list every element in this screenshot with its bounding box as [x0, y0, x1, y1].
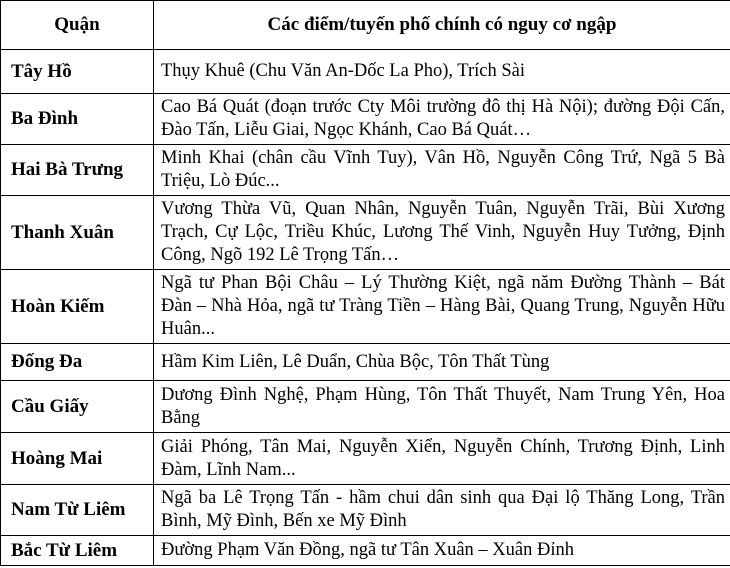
table-row: [1, 270, 730, 344]
streets-cell: Minh Khai (chân cầu Vĩnh Tuy), Vân Hồ, Nguyễn Công Trứ, Ngã 5 Bà Triệu, Lò Đúc...: [154, 145, 730, 196]
district-column-header: Quận: [1, 1, 154, 50]
streets-cell: Thụy Khuê (Chu Văn An-Dốc La Pho), Trích Sài: [154, 50, 730, 94]
streets-cell: Vương Thừa Vũ, Quan Nhân, Nguyễn Tuân, Nguyễn Trãi, Bùi Xương Trạch, Cự Lộc, Triều Khúc, Lương Thế Vinh, Nguyễn Huy Tưởng, Định Công, Ngõ 192 Lê Trọng Tấn…: [154, 196, 730, 270]
table-row: [1, 50, 730, 94]
streets-cell: Ngã tư Phan Bội Châu – Lý Thường Kiệt, ngã năm Đường Thành – Bát Đàn – Nhà Hỏa, ngã tư Tràng Tiền – Hàng Bài, Quang Trung, Nguyễn Hữu Huân...: [154, 270, 730, 344]
table-header-row: [1, 1, 730, 50]
streets-cell: Hầm Kim Liên, Lê Duẩn, Chùa Bộc, Tôn Thất Tùng: [154, 344, 730, 381]
district-cell: Cầu Giấy: [1, 381, 154, 433]
district-cell: Ba Đình: [1, 94, 154, 145]
district-cell: Thanh Xuân: [1, 196, 154, 270]
table-row: [1, 94, 730, 145]
streets-column-header: Các điểm/tuyến phố chính có nguy cơ ngập: [154, 1, 730, 50]
streets-cell: Cao Bá Quát (đoạn trước Cty Môi trường đô thị Hà Nội); đường Đội Cấn, Đào Tấn, Liễu Giai, Ngọc Khánh, Cao Bá Quát…: [154, 94, 730, 145]
table-row: [1, 196, 730, 270]
table-row: [1, 145, 730, 196]
streets-cell: Giải Phóng, Tân Mai, Nguyễn Xiển, Nguyễn Chính, Trương Định, Linh Đàm, Lĩnh Nam...: [154, 433, 730, 485]
district-cell: Hoàn Kiếm: [1, 270, 154, 344]
district-cell: Đống Đa: [1, 344, 154, 381]
table-row: [1, 433, 730, 485]
table-row: [1, 485, 730, 536]
streets-cell: Ngã ba Lê Trọng Tấn - hầm chui dân sinh qua Đại lộ Thăng Long, Trần Bình, Mỹ Đình, Bến xe Mỹ Đình: [154, 485, 730, 536]
streets-cell: Dương Đình Nghệ, Phạm Hùng, Tôn Thất Thuyết, Nam Trung Yên, Hoa Bằng: [154, 381, 730, 433]
district-cell: Hoàng Mai: [1, 433, 154, 485]
table-row: [1, 344, 730, 381]
district-cell: Hai Bà Trưng: [1, 145, 154, 196]
district-cell: Bắc Từ Liêm: [1, 536, 154, 566]
district-cell: Tây Hồ: [1, 50, 154, 94]
district-cell: Nam Từ Liêm: [1, 485, 154, 536]
streets-cell: Đường Phạm Văn Đồng, ngã tư Tân Xuân – Xuân Đỉnh: [154, 536, 730, 566]
table-row: [1, 381, 730, 433]
table-row: [1, 536, 730, 566]
